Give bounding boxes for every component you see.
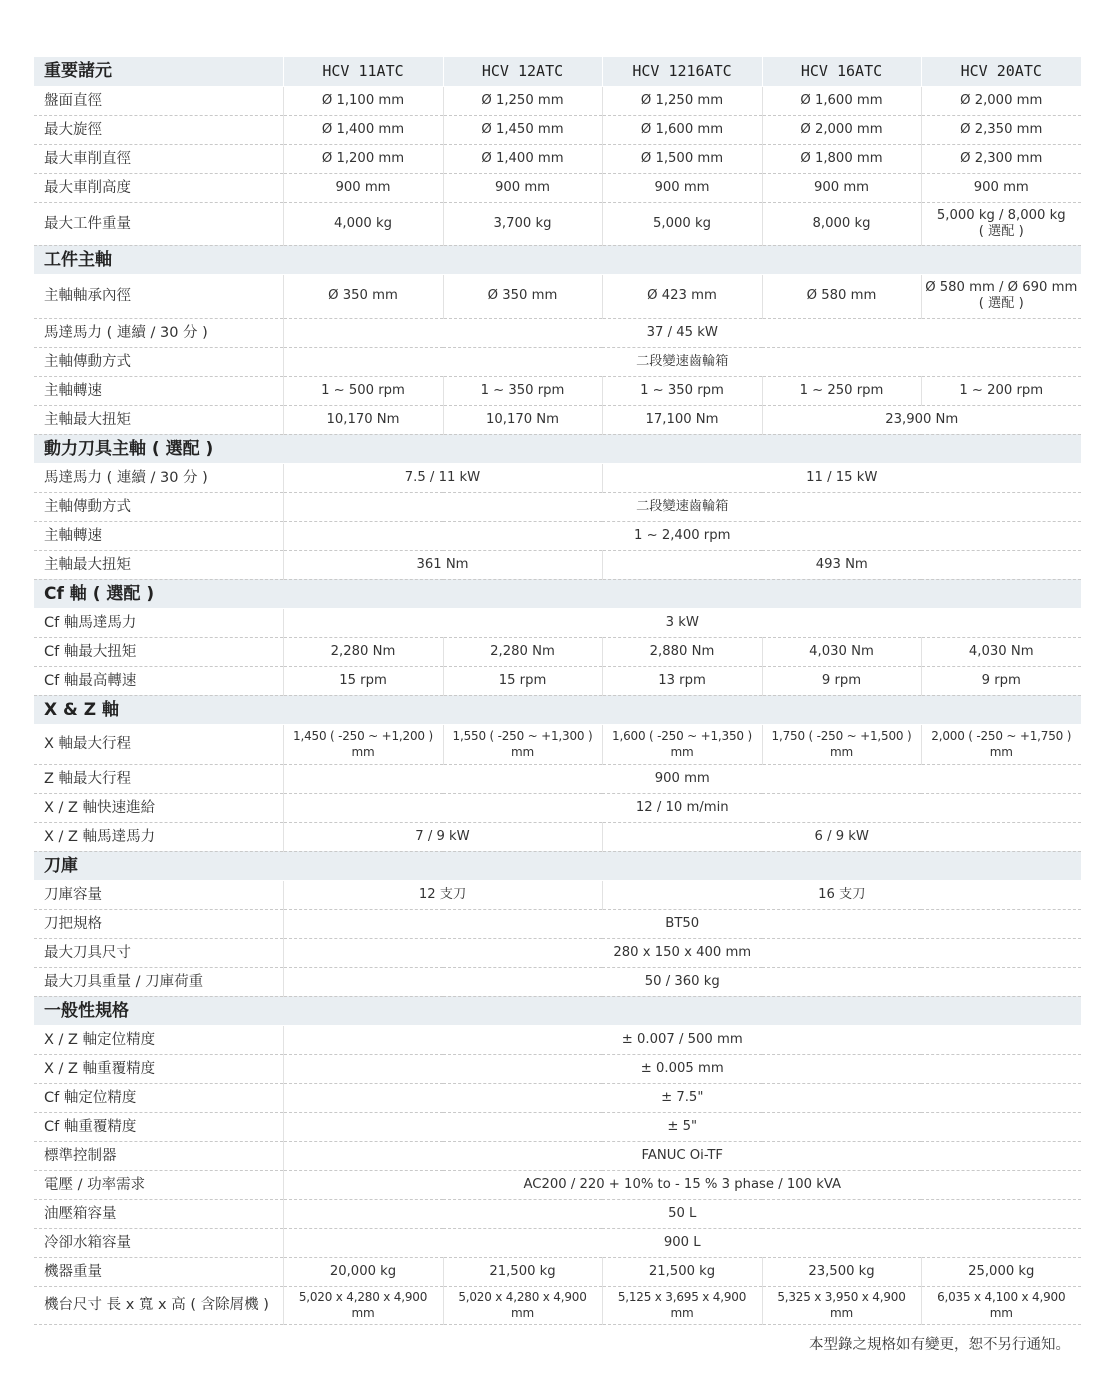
- spec-value: Ø 1,400 mm: [443, 144, 602, 173]
- spec-value: 900 mm: [443, 173, 602, 202]
- spec-label: X / Z 軸重覆精度: [34, 1054, 283, 1083]
- spec-row: [34, 86, 1081, 115]
- spec-value: ± 5": [283, 1112, 1081, 1141]
- section-title: 工件主軸: [34, 245, 1081, 274]
- spec-row: [34, 463, 1081, 492]
- spec-value: AC200 / 220 + 10% to - 15 % 3 phase / 100 kVA: [283, 1170, 1081, 1199]
- spec-value: Ø 1,600 mm: [602, 115, 762, 144]
- spec-value: 5,125 x 3,695 x 4,900 mm: [602, 1286, 762, 1324]
- spec-label: X / Z 軸馬達馬力: [34, 822, 283, 851]
- section-title: 刀庫: [34, 851, 1081, 880]
- spec-label: 電壓 / 功率需求: [34, 1170, 283, 1199]
- spec-row: [34, 724, 1081, 764]
- spec-value: Ø 1,400 mm: [283, 115, 443, 144]
- spec-row: [34, 115, 1081, 144]
- spec-row: [34, 608, 1081, 637]
- spec-value: Ø 2,300 mm: [921, 144, 1081, 173]
- spec-value: 900 mm: [602, 173, 762, 202]
- spec-value: 1,600 ( -250 ~ +1,350 ) mm: [602, 724, 762, 764]
- spec-value: 4,030 Nm: [762, 637, 921, 666]
- spec-value: 493 Nm: [602, 550, 1081, 579]
- spec-row: [34, 202, 1081, 245]
- spec-value: 900 mm: [283, 764, 1081, 793]
- spec-value: 1,550 ( -250 ~ +1,300 ) mm: [443, 724, 602, 764]
- spec-value: 15 rpm: [443, 666, 602, 695]
- spec-value: 21,500 kg: [602, 1257, 762, 1286]
- spec-value: 二段變速齒輪箱: [283, 492, 1081, 521]
- spec-value: 12 支刀: [283, 880, 602, 909]
- spec-value: 5,000 kg: [602, 202, 762, 245]
- spec-value: Ø 1,800 mm: [762, 144, 921, 173]
- spec-value: 6 / 9 kW: [602, 822, 1081, 851]
- spec-label: 主軸最大扭矩: [34, 550, 283, 579]
- spec-label: 最大旋徑: [34, 115, 283, 144]
- spec-row: [34, 637, 1081, 666]
- spec-value: 23,900 Nm: [762, 405, 1081, 434]
- spec-row: [34, 1141, 1081, 1170]
- spec-value: Ø 2,000 mm: [762, 115, 921, 144]
- spec-label: Cf 軸最大扭矩: [34, 637, 283, 666]
- section-header-row: [34, 695, 1081, 724]
- spec-value: 1 ~ 500 rpm: [283, 376, 443, 405]
- section-title: 動力刀具主軸 ( 選配 ): [34, 434, 1081, 463]
- spec-row: [34, 880, 1081, 909]
- spec-row: [34, 1228, 1081, 1257]
- spec-value: 10,170 Nm: [443, 405, 602, 434]
- spec-value: Ø 1,500 mm: [602, 144, 762, 173]
- spec-row: [34, 1286, 1081, 1324]
- spec-label: 盤面直徑: [34, 86, 283, 115]
- spec-label: Cf 軸最高轉速: [34, 666, 283, 695]
- spec-value: 1,450 ( -250 ~ +1,200 ) mm: [283, 724, 443, 764]
- spec-value: 20,000 kg: [283, 1257, 443, 1286]
- spec-label: 標準控制器: [34, 1141, 283, 1170]
- spec-table-body: [34, 57, 1081, 1324]
- spec-value: 11 / 15 kW: [602, 463, 1081, 492]
- spec-label: 馬達馬力 ( 連續 / 30 分 ): [34, 463, 283, 492]
- spec-value: 50 / 360 kg: [283, 967, 1081, 996]
- spec-value: Ø 2,000 mm: [921, 86, 1081, 115]
- spec-value: ± 0.005 mm: [283, 1054, 1081, 1083]
- spec-value: Ø 350 mm: [443, 274, 602, 318]
- spec-value: 900 mm: [921, 173, 1081, 202]
- spec-value: 900 mm: [283, 173, 443, 202]
- section-header-row: [34, 579, 1081, 608]
- spec-row: [34, 967, 1081, 996]
- header-row: [34, 57, 1081, 86]
- spec-label: 刀庫容量: [34, 880, 283, 909]
- spec-label: 主軸軸承內徑: [34, 274, 283, 318]
- spec-value: Ø 423 mm: [602, 274, 762, 318]
- spec-label: 主軸傳動方式: [34, 347, 283, 376]
- spec-value: 3,700 kg: [443, 202, 602, 245]
- spec-row: [34, 1170, 1081, 1199]
- section-title: X & Z 軸: [34, 695, 1081, 724]
- spec-label: 主軸轉速: [34, 521, 283, 550]
- spec-label: 機台尺寸 長 x 寬 x 高 ( 含除屑機 ): [34, 1286, 283, 1324]
- spec-value: 9 rpm: [921, 666, 1081, 695]
- spec-value: 7.5 / 11 kW: [283, 463, 602, 492]
- spec-label: 油壓箱容量: [34, 1199, 283, 1228]
- model-name: HCV 20ATC: [921, 57, 1081, 86]
- spec-value: 900 mm: [762, 173, 921, 202]
- spec-label: 主軸傳動方式: [34, 492, 283, 521]
- spec-label: 最大車削直徑: [34, 144, 283, 173]
- spec-value: ± 7.5": [283, 1083, 1081, 1112]
- spec-label: 最大刀具重量 / 刀庫荷重: [34, 967, 283, 996]
- spec-label: Cf 軸定位精度: [34, 1083, 283, 1112]
- spec-label: X 軸最大行程: [34, 724, 283, 764]
- spec-value: 1 ~ 200 rpm: [921, 376, 1081, 405]
- spec-value: 8,000 kg: [762, 202, 921, 245]
- section-title: 一般性規格: [34, 996, 1081, 1025]
- spec-label: 最大車削高度: [34, 173, 283, 202]
- spec-value: 1 ~ 350 rpm: [602, 376, 762, 405]
- spec-label: X / Z 軸快速進給: [34, 793, 283, 822]
- spec-row: [34, 318, 1081, 347]
- spec-label: X / Z 軸定位精度: [34, 1025, 283, 1054]
- spec-value: 50 L: [283, 1199, 1081, 1228]
- spec-value: 361 Nm: [283, 550, 602, 579]
- spec-row: [34, 521, 1081, 550]
- spec-value: 5,325 x 3,950 x 4,900 mm: [762, 1286, 921, 1324]
- spec-value: 1 ~ 250 rpm: [762, 376, 921, 405]
- spec-value: 4,000 kg: [283, 202, 443, 245]
- spec-label: Cf 軸馬達馬力: [34, 608, 283, 637]
- spec-value: 1 ~ 2,400 rpm: [283, 521, 1081, 550]
- spec-row: [34, 909, 1081, 938]
- spec-value: 1,750 ( -250 ~ +1,500 ) mm: [762, 724, 921, 764]
- spec-label: 馬達馬力 ( 連續 / 30 分 ): [34, 318, 283, 347]
- section-header-row: [34, 851, 1081, 880]
- spec-value: 13 rpm: [602, 666, 762, 695]
- spec-row: [34, 492, 1081, 521]
- spec-value: Ø 580 mm: [762, 274, 921, 318]
- spec-label: Z 軸最大行程: [34, 764, 283, 793]
- spec-value: 23,500 kg: [762, 1257, 921, 1286]
- spec-row: [34, 1199, 1081, 1228]
- spec-value: Ø 580 mm / Ø 690 mm ( 選配 ): [921, 274, 1081, 318]
- spec-value: Ø 1,250 mm: [443, 86, 602, 115]
- spec-row: [34, 144, 1081, 173]
- spec-value: 12 / 10 m/min: [283, 793, 1081, 822]
- spec-label: 主軸轉速: [34, 376, 283, 405]
- spec-value: 9 rpm: [762, 666, 921, 695]
- spec-value: 10,170 Nm: [283, 405, 443, 434]
- spec-value: 37 / 45 kW: [283, 318, 1081, 347]
- spec-value: BT50: [283, 909, 1081, 938]
- spec-label: 最大工件重量: [34, 202, 283, 245]
- spec-value: 6,035 x 4,100 x 4,900 mm: [921, 1286, 1081, 1324]
- spec-value: 21,500 kg: [443, 1257, 602, 1286]
- spec-value: FANUC Oi-TF: [283, 1141, 1081, 1170]
- model-name: HCV 12ATC: [443, 57, 602, 86]
- spec-row: [34, 1025, 1081, 1054]
- model-name: HCV 11ATC: [283, 57, 443, 86]
- spec-row: [34, 1112, 1081, 1141]
- spec-value: 900 L: [283, 1228, 1081, 1257]
- spec-row: [34, 822, 1081, 851]
- header-title: 重要諸元: [34, 57, 283, 86]
- spec-value: 17,100 Nm: [602, 405, 762, 434]
- spec-value: Ø 1,100 mm: [283, 86, 443, 115]
- spec-row: [34, 347, 1081, 376]
- spec-value: 2,280 Nm: [443, 637, 602, 666]
- spec-value: 15 rpm: [283, 666, 443, 695]
- spec-value: Ø 1,200 mm: [283, 144, 443, 173]
- spec-value: Ø 350 mm: [283, 274, 443, 318]
- spec-label: 主軸最大扭矩: [34, 405, 283, 434]
- spec-row: [34, 376, 1081, 405]
- spec-row: [34, 938, 1081, 967]
- spec-value: 二段變速齒輪箱: [283, 347, 1081, 376]
- spec-row: [34, 764, 1081, 793]
- spec-row: [34, 666, 1081, 695]
- footer-note: 本型錄之規格如有變更，恕不另行通知。: [809, 1337, 1070, 1353]
- spec-value: Ø 2,350 mm: [921, 115, 1081, 144]
- spec-row: [34, 405, 1081, 434]
- model-name: HCV 16ATC: [762, 57, 921, 86]
- section-header-row: [34, 434, 1081, 463]
- section-header-row: [34, 245, 1081, 274]
- spec-value: 5,020 x 4,280 x 4,900 mm: [443, 1286, 602, 1324]
- spec-row: [34, 793, 1081, 822]
- spec-value: 7 / 9 kW: [283, 822, 602, 851]
- spec-value: 2,000 ( -250 ~ +1,750 ) mm: [921, 724, 1081, 764]
- spec-label: 機器重量: [34, 1257, 283, 1286]
- spec-value: 3 kW: [283, 608, 1081, 637]
- spec-label: 刀把規格: [34, 909, 283, 938]
- spec-value: 16 支刀: [602, 880, 1081, 909]
- spec-value: Ø 1,250 mm: [602, 86, 762, 115]
- spec-row: [34, 274, 1081, 318]
- spec-label: 最大刀具尺寸: [34, 938, 283, 967]
- spec-row: [34, 173, 1081, 202]
- spec-label: Cf 軸重覆精度: [34, 1112, 283, 1141]
- section-header-row: [34, 996, 1081, 1025]
- spec-value: 5,020 x 4,280 x 4,900 mm: [283, 1286, 443, 1324]
- spec-row: [34, 1083, 1081, 1112]
- section-title: Cf 軸 ( 選配 ): [34, 579, 1081, 608]
- spec-value: 2,880 Nm: [602, 637, 762, 666]
- spec-value: 5,000 kg / 8,000 kg ( 選配 ): [921, 202, 1081, 245]
- spec-value: 280 x 150 x 400 mm: [283, 938, 1081, 967]
- spec-row: [34, 1054, 1081, 1083]
- spec-value: Ø 1,600 mm: [762, 86, 921, 115]
- spec-row: [34, 1257, 1081, 1286]
- spec-value: 25,000 kg: [921, 1257, 1081, 1286]
- spec-row: [34, 550, 1081, 579]
- spec-value: 1 ~ 350 rpm: [443, 376, 602, 405]
- spec-value: Ø 1,450 mm: [443, 115, 602, 144]
- spec-value: ± 0.007 / 500 mm: [283, 1025, 1081, 1054]
- spec-label: 冷卻水箱容量: [34, 1228, 283, 1257]
- spec-value: 4,030 Nm: [921, 637, 1081, 666]
- spec-value: 2,280 Nm: [283, 637, 443, 666]
- spec-table: [34, 57, 1081, 1325]
- model-name: HCV 1216ATC: [602, 57, 762, 86]
